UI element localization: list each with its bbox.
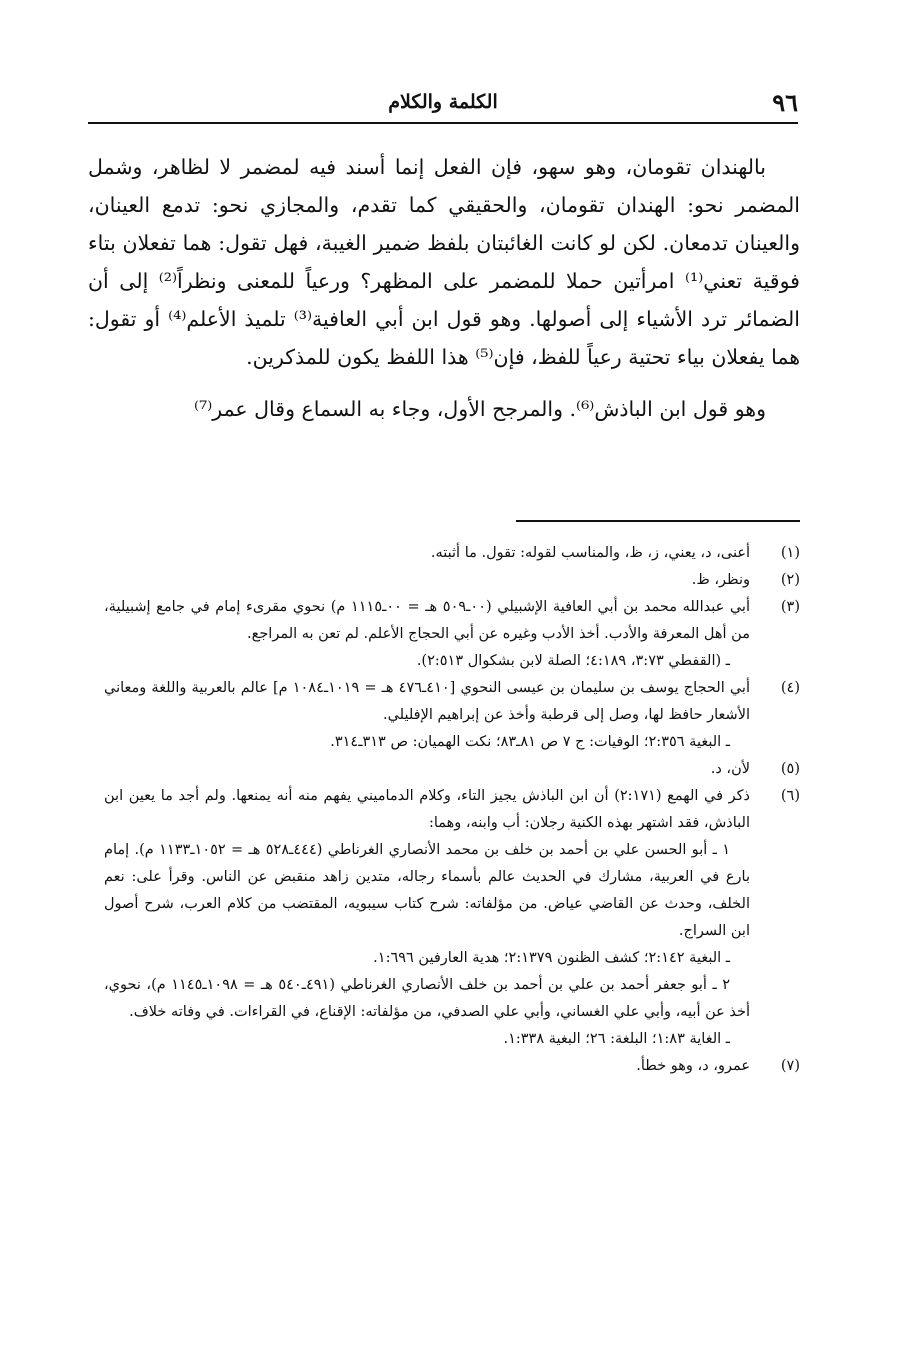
footnote-line: أعنى، د، يعني، ز، ظ، والمناسب لقوله: تقول. ما أثبته. <box>430 545 750 561</box>
footnote-line: أبي عبدالله محمد بن أبي العافية الإشبيلي (٠٠ـ٥٠٩ هـ = ٠٠ـ١١١٥ م) نحوي مقرىء إمام في جامع إشبيلية، من أهل المعرفة والأدب. أخذ الأدب وغيره عن أبي الحجاج الأعلم. لم تعن به المراجع. <box>104 599 750 642</box>
footnote-text <box>104 540 750 567</box>
footnote-text <box>104 567 750 594</box>
footnote-number: (٤) <box>780 680 800 696</box>
footnote-number: (٦) <box>780 788 800 804</box>
footnote-line: عمرو، د، وهو خطأ. <box>636 1058 750 1074</box>
footnote-entry: ١ ـ أبو الحسن علي بن أحمد بن خلف بن محمد الأنصاري الغرناطي (٤٤٤ـ٥٢٨ هـ = ١٠٥٢ـ١١٣٣ م). إمام بارع في العربية، مشارك في الحديث عالم بأسماء رجاله، متدين زاهد منقبض عن الناس. وقرأ على: نعم الخلف، وحدث عن القاضي عياض. من مؤلفاته: شرح كتاب سيبويه، المقتضب من كلام العرب، شرح أصول ابن السراج. <box>104 842 750 939</box>
footnote-4 <box>104 675 800 756</box>
footnote-number: (٥) <box>780 761 800 777</box>
page-header <box>88 88 798 124</box>
footnote-number: (١) <box>780 545 800 561</box>
footnote-3 <box>104 594 800 675</box>
footnote-1 <box>104 540 800 567</box>
footnote-line: ونظر، ظ. <box>691 572 750 588</box>
footnote-line: أبي الحجاج يوسف بن سليمان بن عيسى النحوي [٤١٠ـ٤٧٦ هـ = ١٠١٩ـ١٠٨٤ م] عالم بالعربية واللغة ومعاني الأشعار حافظ لها، وصل إلى قرطبة وأخذ عن إبراهيم الإفليلي. <box>104 680 750 723</box>
footnote-number: (٧) <box>780 1058 800 1074</box>
footnote-text <box>104 1053 750 1080</box>
footnote-7 <box>104 1053 800 1080</box>
footnote-number: (٢) <box>780 572 800 588</box>
footnote-reference: ـ البغية ٢:٣٥٦؛ الوفيات: ج ٧ ص ٨١ـ٨٣؛ نكت الهميان: ص ٣١٣ـ٣١٤. <box>330 734 730 750</box>
footnote-2 <box>104 567 800 594</box>
footnote-text <box>104 783 750 1053</box>
footnote-text <box>104 594 750 675</box>
running-title: الكلمة والكلام <box>388 91 498 113</box>
footnote-text <box>104 756 750 783</box>
footnote-line: لأن، د. <box>710 761 750 777</box>
footnote-reference: ـ البغية ٢:١٤٢؛ كشف الظنون ٢:١٣٧٩؛ هدية العارفين ١:٦٩٦. <box>373 950 730 966</box>
footnote-text <box>104 675 750 756</box>
footnote-reference: ـ الغاية ١:٨٣؛ البلغة: ٢٦؛ البغية ١:٣٣٨. <box>503 1031 730 1047</box>
main-text <box>88 148 800 428</box>
footnote-separator <box>516 520 800 522</box>
footnote-5 <box>104 756 800 783</box>
footnote-entry: ٢ ـ أبو جعفر أحمد بن علي بن أحمد بن خلف الأنصاري الغرناطي (٤٩١ـ٥٤٠ هـ = ١٠٩٨ـ١١٤٥ م)، نحوي، أخذ عن أبيه، وأبي علي الغساني، وأبي علي الصدفي، من مؤلفاته: الإقناع، في القراءات. في وفاته خلاف. <box>104 977 750 1020</box>
footnote-number: (٣) <box>780 599 800 615</box>
body-paragraph: وهو قول ابن الباذش⁽⁶⁾. والمرجح الأول، وجاء به السماع وقال عمر⁽⁷⁾ <box>193 397 766 421</box>
footnotes <box>104 540 800 1080</box>
footnote-line: ذكر في الهمع (٢:١٧١) أن ابن الباذش يجيز التاء، وكلام الدماميني يفهم منه أنه يمنعها. ولم أجد ما يعين ابن الباذش، فقد اشتهر بهذه الكنية رجلان: أب وابنه، وهما: <box>104 788 751 831</box>
footnote-6 <box>104 783 800 1053</box>
footnote-reference: ـ (القفطي ٣:٧٣، ٤:١٨٩؛ الصلة لابن بشكوال ٢:٥١٣). <box>416 653 730 669</box>
page-number: ٩٦ <box>772 88 798 117</box>
body-paragraph: بالهندان تقومان، وهو سهو، فإن الفعل إنما أسند فيه لمضمر لا لظاهر، وشمل المضمر نحو: الهندان تقومان، والحقيقي كما تقدم، والمجازي نحو: تدمع العينان، والعينان تدمعان. لكن لو كانت الغائبتان بلفظ ضمير الغيبة، فهل تقول: هما تفعلان بتاء فوقية تعني⁽¹⁾ امرأتين حملا للمضمر على المظهر؟ ورعياً للمعنى ونظراً⁽²⁾ إلى أن الضمائر ترد الأشياء إلى أصولها. وهو قول ابن أبي العافية⁽³⁾ تلميذ الأعلم⁽⁴⁾ أو تقول: هما يفعلان بياء تحتية رعياً للفظ، فإن⁽⁵⁾ هذا اللفظ يكون للمذكرين. <box>88 155 800 369</box>
